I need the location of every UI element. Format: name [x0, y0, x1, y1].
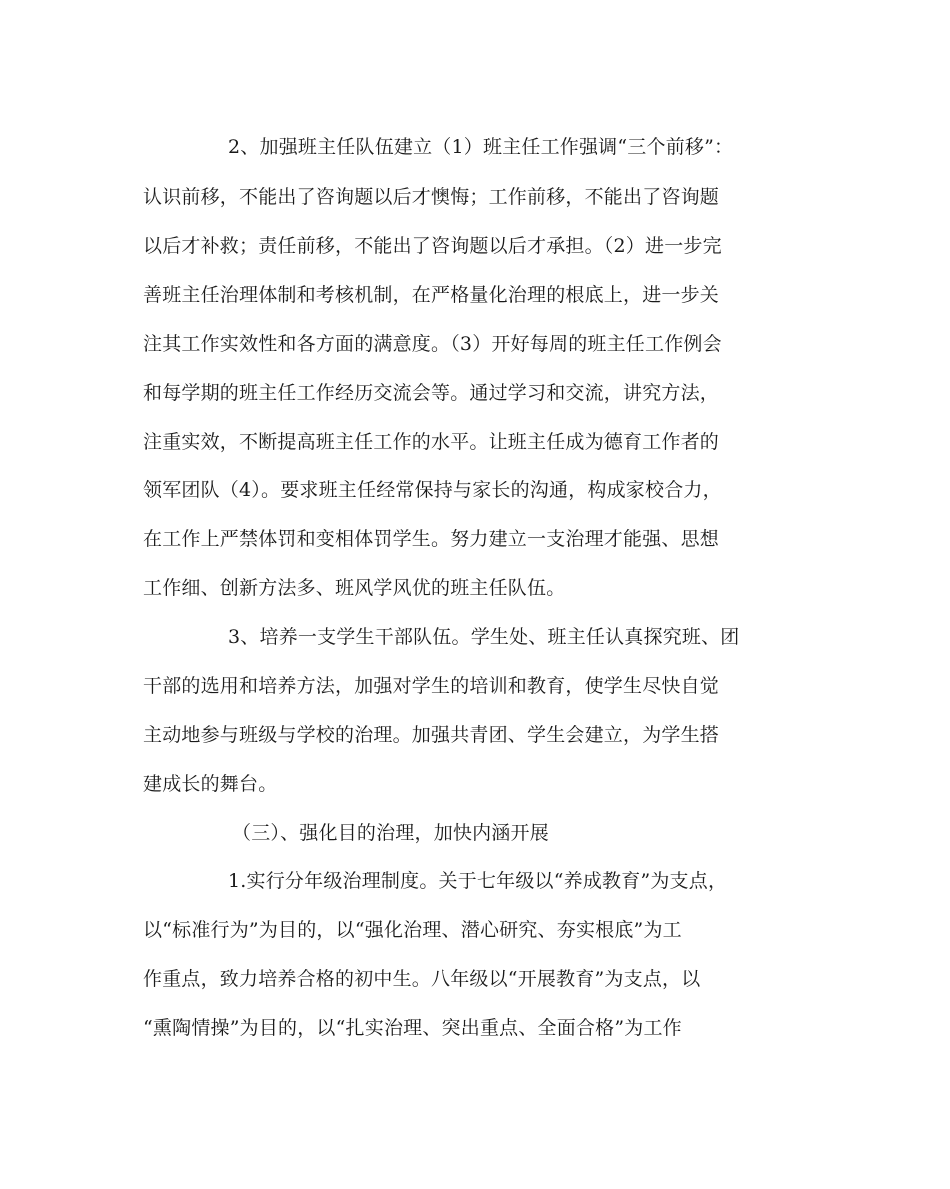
paragraph-2-line-1: 2、加强班主任队伍建立（1）班主任工作强调“三个前移”：: [228, 136, 734, 158]
section-heading: （三）、强化目的治理，加快内涵开展: [232, 822, 549, 844]
paragraph-3-line-2: 干部的选用和培养方法，加强对学生的培训和教育，使学生尽快自觉: [143, 675, 720, 697]
paragraph-2-line-4: 善班主任治理体制和考核机制，在严格量化治理的根底上，进一步关: [143, 284, 720, 306]
paragraph-4-line-1: 1.实行分年级治理制度。关于七年级以“养成教育”为支点，: [228, 870, 728, 892]
paragraph-2-line-9: 在工作上严禁体罚和变相体罚学生。努力建立一支治理才能强、思想: [143, 528, 720, 550]
paragraph-2-line-10: 工作细、创新方法多、班风学风优的班主任队伍。: [143, 577, 566, 599]
paragraph-4-line-2: 以“标准行为”为目的，以“强化治理、潜心研究、夯实根底”为工: [143, 919, 682, 941]
paragraph-2-line-8: 领军团队（4）。要求班主任经常保持与家长的沟通，构成家校合力，: [143, 479, 722, 501]
paragraph-2-line-5: 注其工作实效性和各方面的满意度。（3）开好每周的班主任工作例会: [143, 333, 722, 355]
paragraph-2-line-7: 注重实效，不断提高班主任工作的水平。让班主任成为德育工作者的: [143, 431, 720, 453]
paragraph-4-line-3: 作重点，致力培养合格的初中生。八年级以“开展教育”为支点，以: [143, 968, 701, 990]
paragraph-3-line-1: 3、培养一支学生干部队伍。学生处、班主任认真探究班、团: [228, 626, 740, 648]
paragraph-2-line-3: 以后才补救；责任前移，不能出了咨询题以后才承担。（2）进一步完: [143, 235, 722, 257]
paragraph-3-line-3: 主动地参与班级与学校的治理。加强共青团、学生会建立，为学生搭: [143, 724, 720, 746]
paragraph-3-line-4: 建成长的舞台。: [143, 773, 278, 795]
paragraph-2-line-2: 认识前移，不能出了咨询题以后才懊悔；工作前移，不能出了咨询题: [143, 186, 720, 208]
paragraph-4-line-4: “熏陶情操”为目的，以“扎实治理、突出重点、全面合格”为工作: [143, 1017, 682, 1039]
paragraph-2-line-6: 和每学期的班主任工作经历交流会等。通过学习和交流，讲究方法，: [143, 382, 720, 404]
